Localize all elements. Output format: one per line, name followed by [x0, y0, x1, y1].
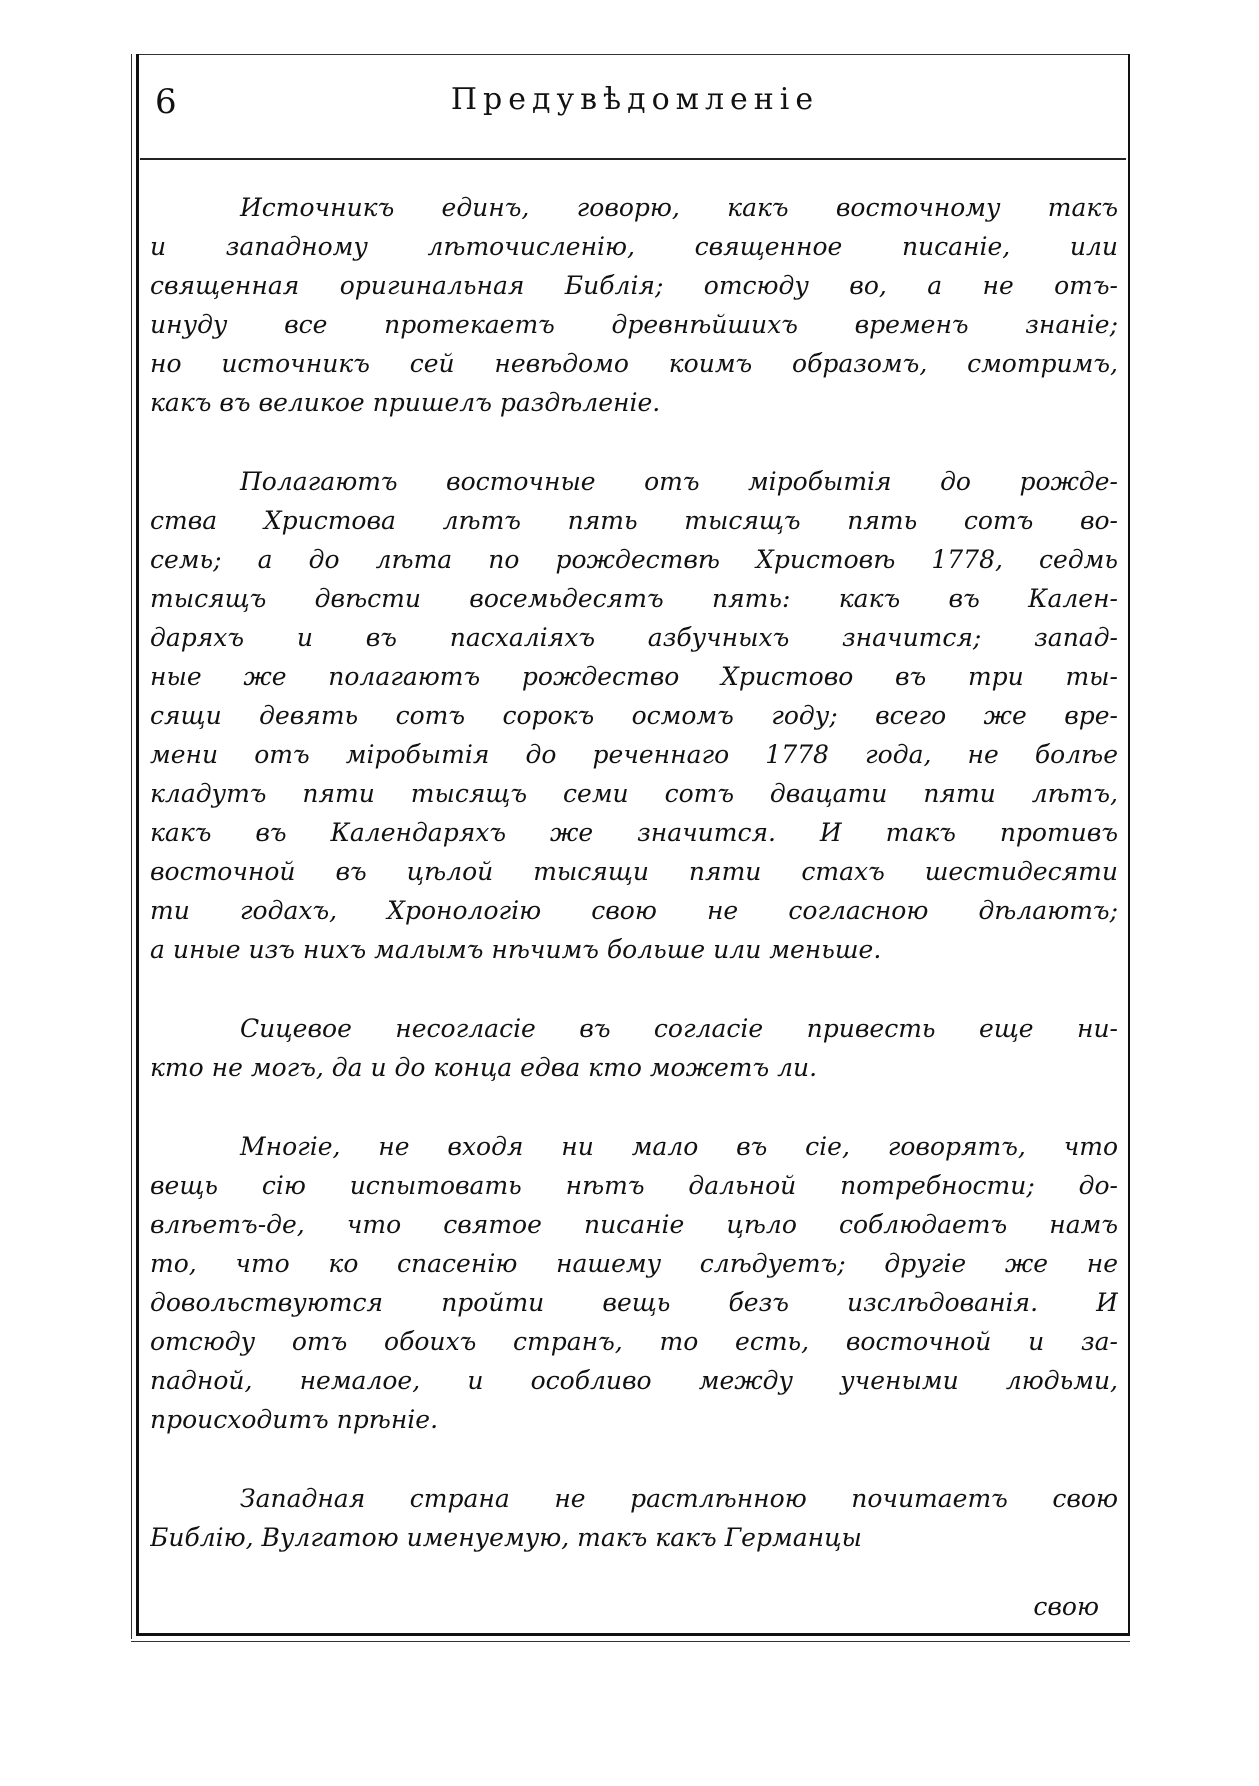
paragraph — [150, 1479, 1118, 1557]
text-line: то, что ко спасенію нашему слѣдуетъ; другіе же не — [150, 1249, 1118, 1278]
text-line: священная оригинальная Библія; отсюду во, а не отъ- — [150, 271, 1118, 300]
page-header — [155, 82, 1115, 132]
catchword: свою — [1033, 1592, 1099, 1621]
paragraph — [150, 188, 1118, 422]
text-line: и западному лѣточисленію, священное писаніе, или — [150, 232, 1118, 261]
text-line: какъ въ Календаряхъ же значится. И такъ противъ — [150, 818, 1118, 847]
text-line: ти годахъ, Хронологію свою не согласною дѣлаютъ; — [150, 896, 1118, 925]
text-line: даряхъ и въ пасхаліяхъ азбучныхъ значится; запад- — [150, 623, 1118, 652]
text-line: ные же полагаютъ рождество Христово въ три ты- — [150, 662, 1118, 691]
text-line: тысящъ двѣсти восемьдесятъ пять: какъ въ Кален- — [150, 584, 1118, 613]
text-line: Сицевое несогласіе въ согласіе привесть еще ни- — [240, 1014, 1118, 1043]
text-line: восточной въ цѣлой тысящи пяти стахъ шестидесяти — [150, 857, 1118, 886]
text-line: падной, немалое, и особливо между учеными людьми, — [150, 1366, 1118, 1395]
text-line: вещь сію испытовать нѣтъ дальной потребности; до- — [150, 1171, 1118, 1200]
text-line: кто не могъ, да и до конца едва кто можетъ ли. — [150, 1053, 818, 1082]
running-title: Предувѣдомленіе — [450, 82, 820, 117]
text-line: происходитъ прѣніе. — [150, 1405, 439, 1434]
text-line: ства Христова лѣтъ пять тысящъ пять сотъ во- — [150, 506, 1118, 535]
text-line: Западная страна не растлѣнною почитаетъ свою — [240, 1484, 1118, 1513]
text-line: а иные изъ нихъ малымъ нѣчимъ больше или меньше. — [150, 935, 882, 964]
text-line: довольствуются пройти вещь безъ изслѣдованія. И — [150, 1288, 1118, 1317]
paragraph — [150, 462, 1118, 969]
paragraph — [150, 1127, 1118, 1439]
page-number: 6 — [155, 82, 177, 122]
text-line: Источникъ единъ, говорю, какъ восточному такъ — [240, 193, 1118, 222]
text-line: Многіе, не входя ни мало въ сіе, говорятъ, что — [240, 1132, 1118, 1161]
text-line: какъ въ великое пришелъ раздѣленіе. — [150, 388, 661, 417]
text-line: семь; а до лѣта по рождествѣ Христовѣ 1778, седмь — [150, 545, 1118, 574]
text-line: инуду все протекаетъ древнѣйшихъ временъ знаніе; — [150, 310, 1118, 339]
text-line: Полагаютъ восточные отъ міробытія до рожде- — [240, 467, 1118, 496]
text-line: Библію, Вулгатою именуемую, такъ какъ Германцы — [150, 1523, 862, 1552]
body-text — [150, 188, 1118, 1597]
text-line: сящи девять сотъ сорокъ осмомъ году; всего же вре- — [150, 701, 1118, 730]
text-line: мени отъ міробытія до реченнаго 1778 года, не болѣе — [150, 740, 1118, 769]
text-line: отсюду отъ обоихъ странъ, то есть, восточной и за- — [150, 1327, 1118, 1356]
text-line: кладутъ пяти тысящъ семи сотъ двацати пяти лѣтъ, — [150, 779, 1118, 808]
paragraph — [150, 1009, 1118, 1087]
text-line: влѣетъ-де, что святое писаніе цѣло соблюдаетъ намъ — [150, 1210, 1118, 1239]
text-line: но источникъ сей невѣдомо коимъ образомъ, смотримъ, — [150, 349, 1118, 378]
header-rule — [140, 158, 1126, 160]
